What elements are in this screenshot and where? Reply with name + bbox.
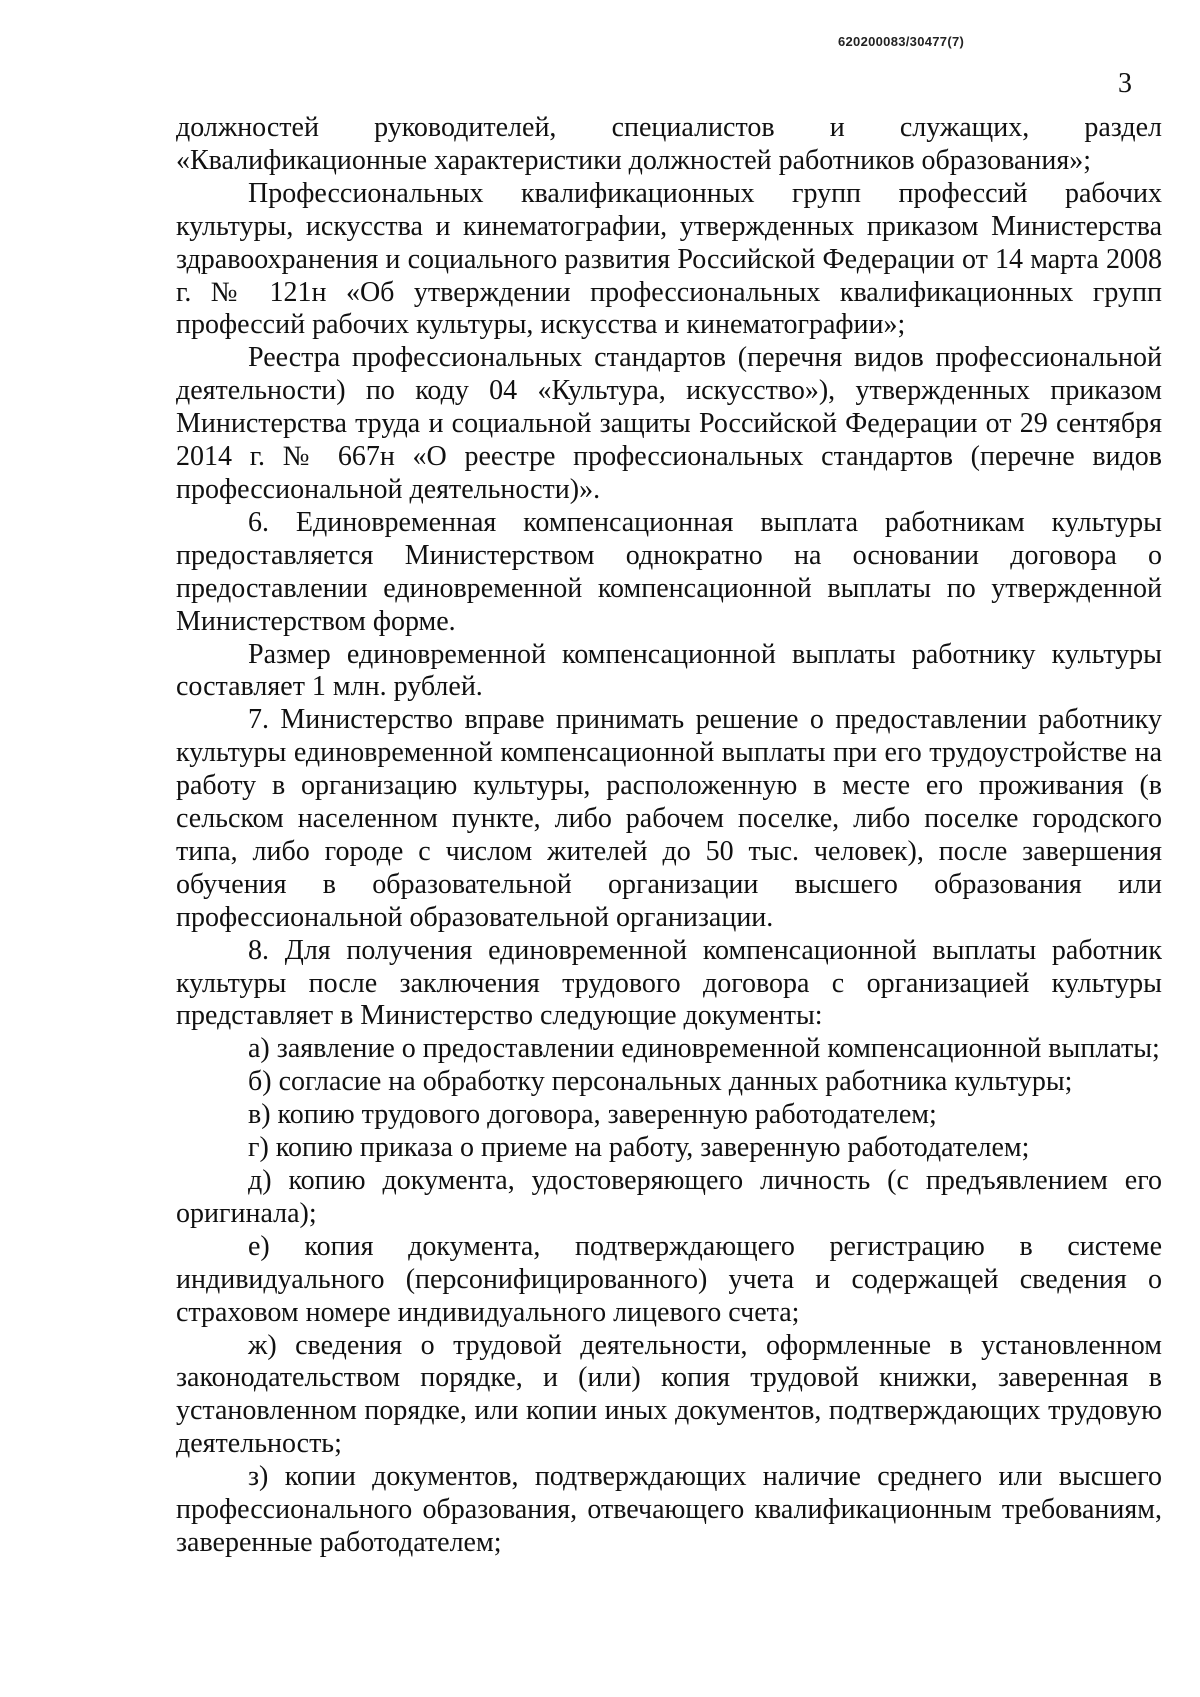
list-item: д) копию документа, удостоверяющего личность (с предъявлением его оригинала); — [176, 1165, 1162, 1229]
list-item: ж) сведения о трудовой деятельности, оформленные в установленном законодательством порядке, и (или) копия трудовой книжки, заверенная в установленном порядке, или копии иных документов, подтверждающих трудовую деятельность; — [176, 1329, 1162, 1460]
page-number: 3 — [1118, 68, 1132, 99]
document-number: 620200083/30477(7) — [838, 34, 965, 49]
list-item: б) согласие на обработку персональных данных работника культуры; — [248, 1066, 1073, 1098]
paragraph: Размер единовременной компенсационной выплаты работнику культуры составляет 1 млн. рублей. — [176, 638, 1162, 703]
paragraph: 6. Единовременная компенсационная выплата работникам культуры предоставляется Министерством однократно на основании договора о предоставлении единовременной компенсационной выплаты по утвержденной Министерством форме. — [176, 506, 1162, 637]
paragraph: 7. Министерство вправе принимать решение о предоставлении работнику культуры единовременной компенсационной выплаты при его трудоустройстве на работу в организацию культуры, расположенную в месте его проживания (в сельском населенном пункте, либо рабочем поселке, либо поселке городского типа, либо городе с числом жителей до 50 тыс. человек), после завершения обучения в образовательной организации высшего образования или профессиональной образовательной организации. — [176, 704, 1162, 933]
list-item: е) копия документа, подтверждающего регистрацию в системе индивидуального (персонифицированного) учета и содержащей сведения о страховом номере индивидуального лицевого счета; — [176, 1230, 1162, 1328]
list-item: г) копию приказа о приеме на работу, заверенную работодателем; — [248, 1132, 1030, 1164]
paragraph: Реестра профессиональных стандартов (перечня видов профессиональной деятельности) по коду 04 «Культура, искусство»), утвержденных приказом Министерства труда и социальной защиты Российской Федерации от 29 сентября 2014 г. № 667н «О реестре профессиональных стандартов (перечне видов профессиональной деятельности)». — [176, 342, 1162, 505]
document-body — [176, 112, 1162, 1560]
list-item: в) копию трудового договора, заверенную работодателем; — [248, 1099, 937, 1131]
list-item: а) заявление о предоставлении единовременной компенсационной выплаты; — [248, 1033, 1160, 1065]
paragraph: 8. Для получения единовременной компенсационной выплаты работник культуры после заключения трудового договора с организацией культуры представляет в Министерство следующие документы: — [176, 934, 1162, 1032]
paragraph: должностей руководителей, специалистов и служащих, раздел «Квалификационные характеристики должностей работников образования»; — [176, 112, 1162, 176]
list-item: з) копии документов, подтверждающих наличие среднего или высшего профессионального образования, отвечающего квалификационным требованиям, заверенные работодателем; — [176, 1461, 1162, 1558]
paragraph: Профессиональных квалификационных групп профессий рабочих культуры, искусства и кинематографии, утвержденных приказом Министерства здравоохранения и социального развития Российской Федерации от 14 марта 2008 г. № 121н «Об утверждении профессиональных квалификационных групп профессий рабочих культуры, искусства и кинематографии»; — [176, 177, 1162, 341]
